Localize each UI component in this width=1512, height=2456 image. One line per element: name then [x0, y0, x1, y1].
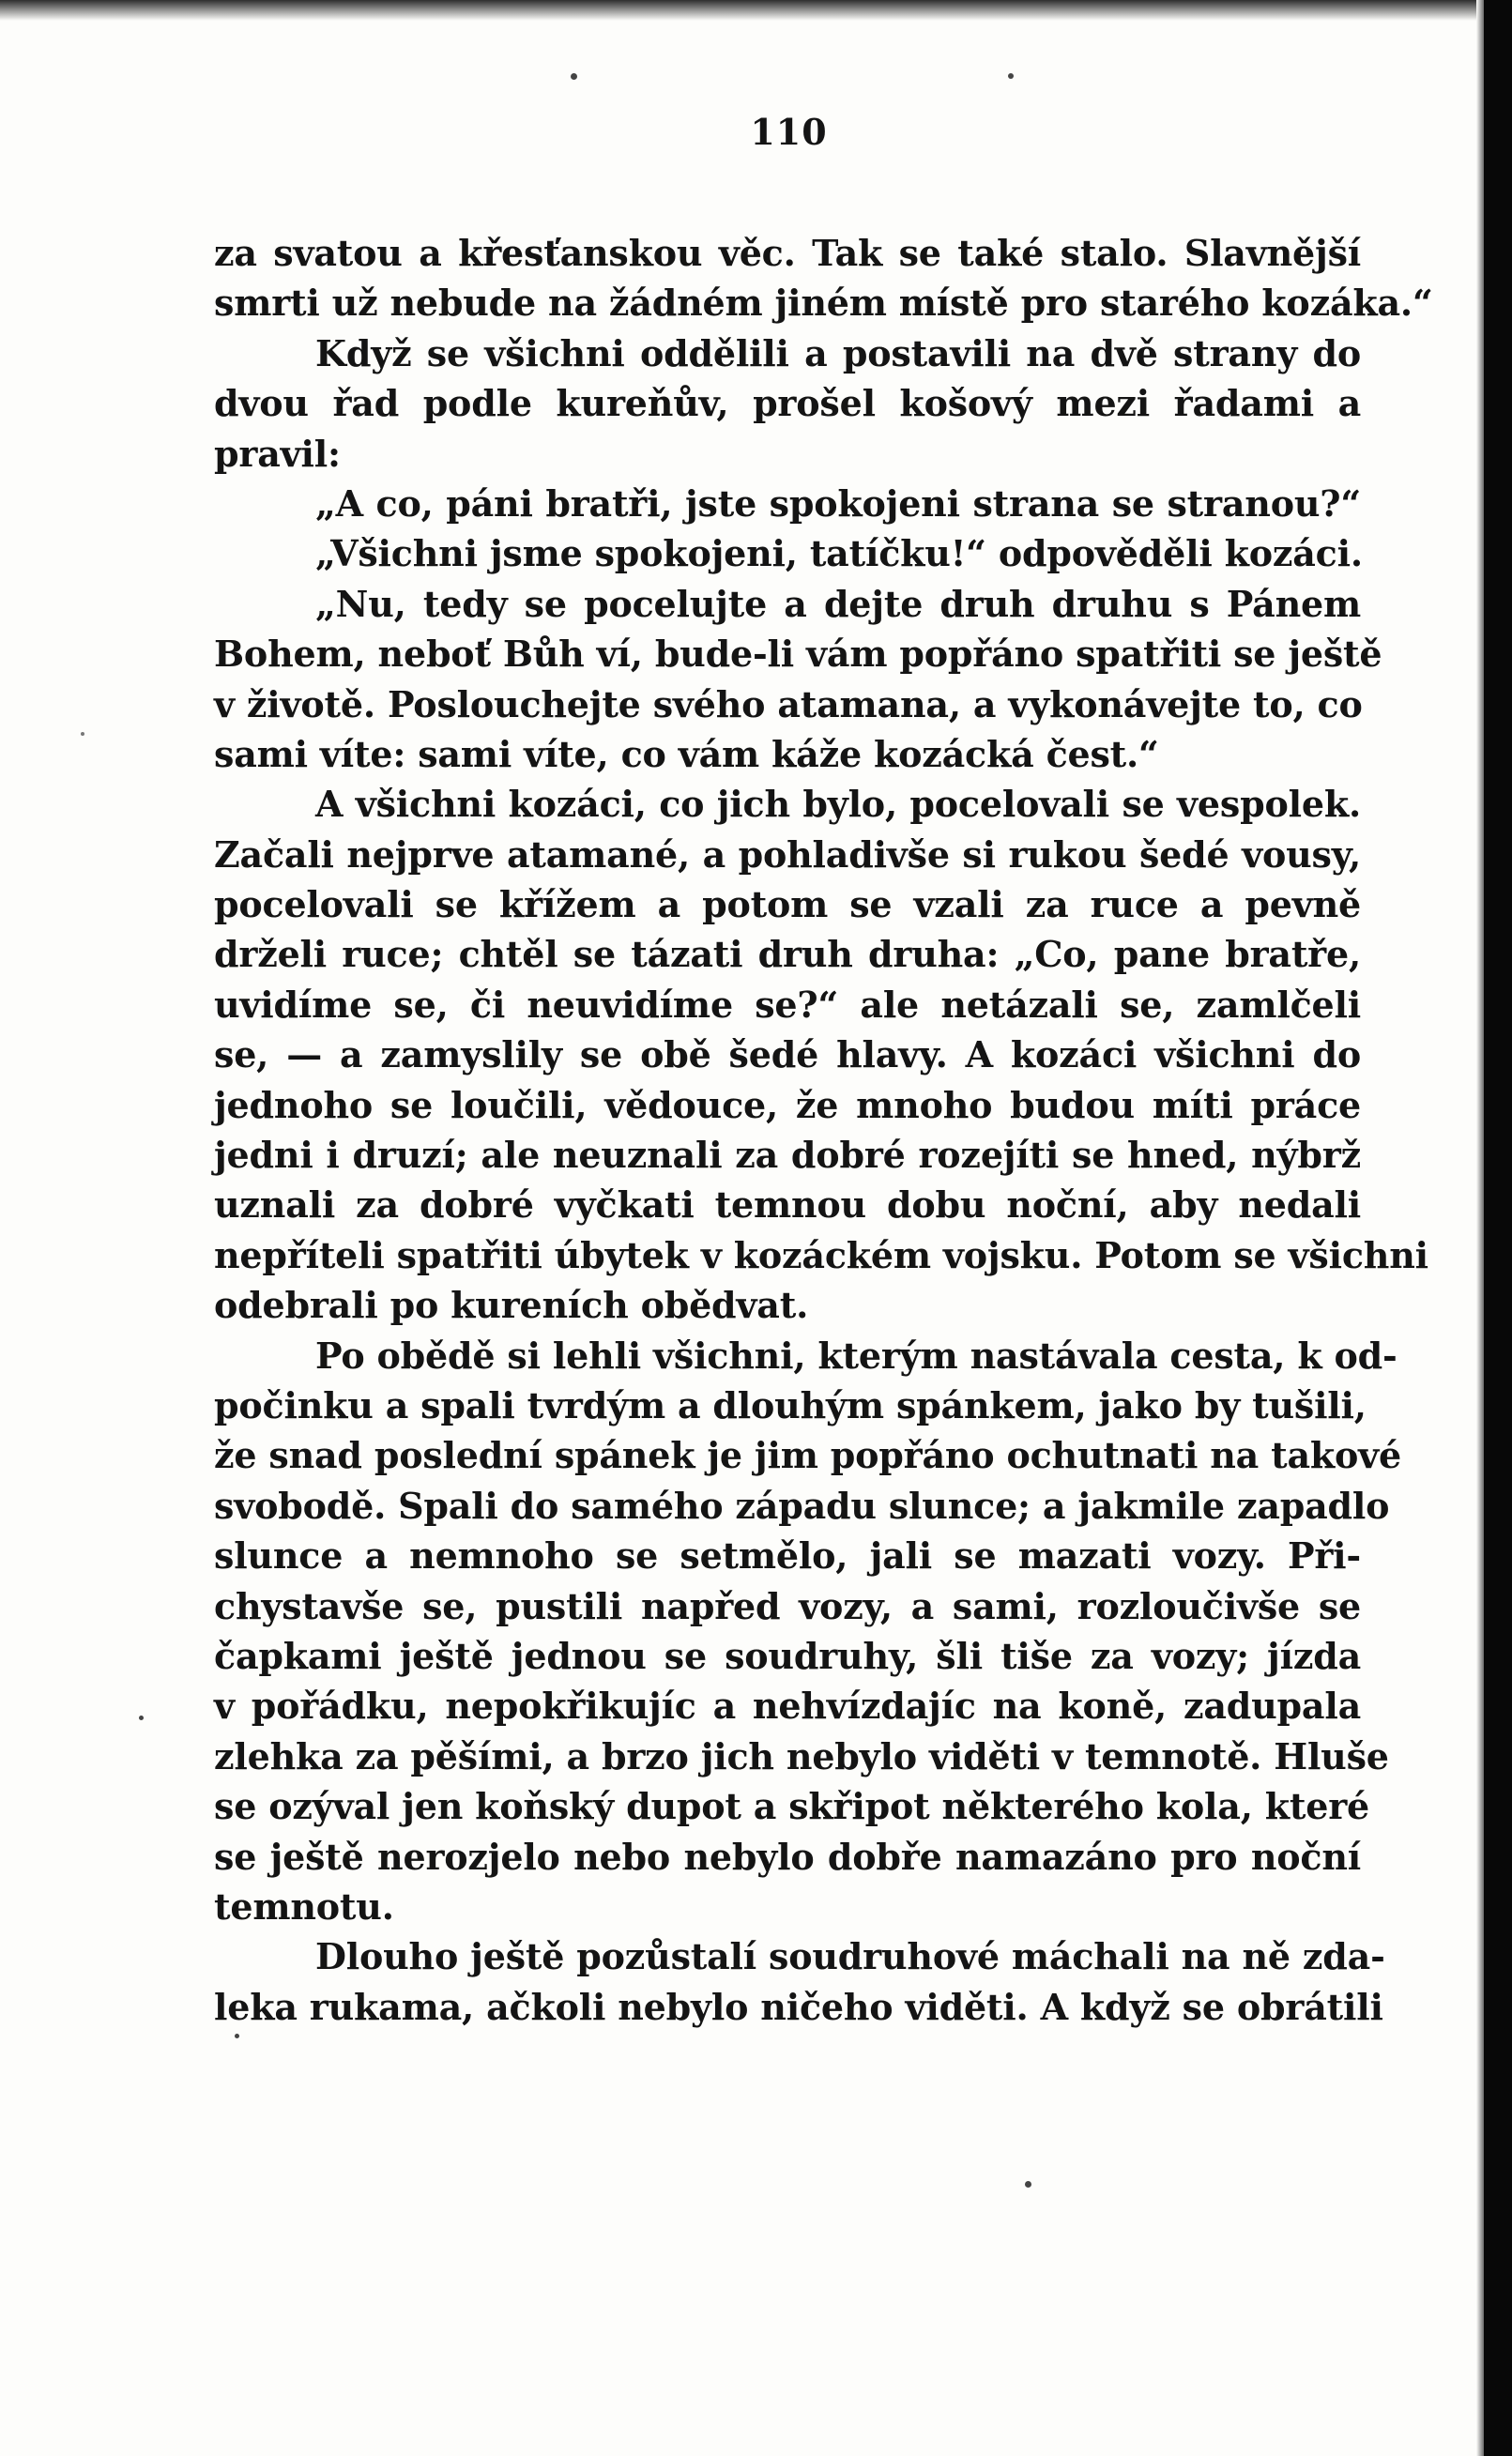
text-line: se, — a zamyslily se obě šedé hlavy. A kozáci všichni do [214, 1033, 1361, 1076]
text-line: temnotu. [214, 1884, 394, 1928]
text-line: v pořádku, nepokřikujíc a nehvízdajíc na koně, zadupala [214, 1685, 1361, 1728]
text-line: Bohem, neboť Bůh ví, bude-li vám popřáno spatřiti se ještě [214, 633, 1382, 676]
text-line: leka rukama, ačkoli nebylo ničeho viděti. A když se obrátili [214, 1985, 1383, 2028]
text-line: A všichni kozáci, co jich bylo, pocelovali se vespolek. [315, 783, 1361, 826]
scan-speck [81, 732, 84, 736]
text-line: zlehka za pěšími, a brzo jich nebylo viděti v temnotě. Hluše [214, 1734, 1389, 1777]
text-line: že snad poslední spánek je jim popřáno ochutnati na takové [214, 1434, 1402, 1477]
text-line: „Nu, tedy se pocelujte a dejte druh druhu s Pánem [315, 582, 1361, 625]
text-line: dvou řad podle kureňův, prošel košový mezi řadami a [214, 382, 1361, 425]
text-line: „Všichni jsme spokojeni, tatíčku!“ odpověděli kozáci. [315, 532, 1363, 575]
text-line: za svatou a křesťanskou věc. Tak se také stalo. Slavnější [214, 232, 1361, 274]
text-line: nepříteli spatřiti úbytek v kozáckém vojsku. Potom se všichni [214, 1233, 1428, 1276]
scan-right-edge [1484, 0, 1512, 2456]
text-line: v životě. Poslouchejte svého atamana, a vykonávejte to, co [214, 682, 1363, 725]
scan-speck [139, 1716, 144, 1720]
text-line: „A co, páni bratři, jste spokojeni strana se stranou?“ [315, 481, 1361, 525]
text-line: jedni i druzí; ale neuznali za dobré rozejíti se hned, nýbrž [214, 1134, 1361, 1177]
body-text [214, 228, 1433, 2032]
text-line: svobodě. Spali do samého západu slunce; a jakmile zapadlo [214, 1484, 1390, 1527]
text-line: odebrali po kureních obědvat. [214, 1284, 809, 1327]
text-line: pocelovali se křížem a potom se vzali za ruce a pevně [214, 883, 1361, 926]
text-line: smrti už nebude na žádném jiném místě pro starého kozáka.“ [214, 282, 1433, 325]
text-line: jednoho se loučili, vědouce, že mnoho budou míti práce [214, 1083, 1361, 1126]
text-line: sami víte: sami víte, co vám káže kozácká čest.“ [214, 732, 1159, 775]
text-line: Po obědě si lehli všichni, kterým nastávala cesta, k od- [315, 1334, 1397, 1377]
scan-top-edge [0, 0, 1512, 21]
scan-speck [1025, 2181, 1031, 2188]
text-line: pravil: [214, 432, 341, 475]
text-line: se ještě nerozjelo nebo nebylo dobře namazáno pro noční [214, 1835, 1361, 1878]
text-line: Začali nejprve atamané, a pohladivše si rukou šedé vousy, [214, 832, 1361, 876]
text-line: uznali za dobré vyčkati temnou dobu noční, aby nedali [214, 1183, 1361, 1227]
page-number: 110 [750, 111, 828, 153]
text-line: slunce a nemnoho se setmělo, jali se mazati vozy. Při- [214, 1534, 1361, 1578]
scan-edge-shadow [1476, 0, 1484, 2456]
text-line: čapkami ještě jednou se soudruhy, šli tiše za vozy; jízda [214, 1634, 1361, 1677]
text-line: uvidíme se, či neuvidíme se?“ ale netázali se, zamlčeli [214, 983, 1361, 1026]
text-line: Dlouho ještě pozůstalí soudruhové máchali na ně zda- [315, 1935, 1385, 1978]
text-line: drželi ruce; chtěl se tázati druh druha: „Co, pane bratře, [214, 933, 1361, 976]
text-line: se ozýval jen koňský dupot a skřipot některého kola, které [214, 1785, 1370, 1828]
text-line: chystavše se, pustili napřed vozy, a sami, rozloučivše se [214, 1584, 1361, 1627]
text-line: Když se všichni oddělili a postavili na dvě strany do [315, 331, 1361, 374]
text-line: počinku a spali tvrdým a dlouhým spánkem, jako by tušili, [214, 1383, 1367, 1426]
scan-speck [571, 73, 577, 80]
scan-speck [1008, 73, 1014, 79]
scan-speck [235, 2034, 239, 2038]
